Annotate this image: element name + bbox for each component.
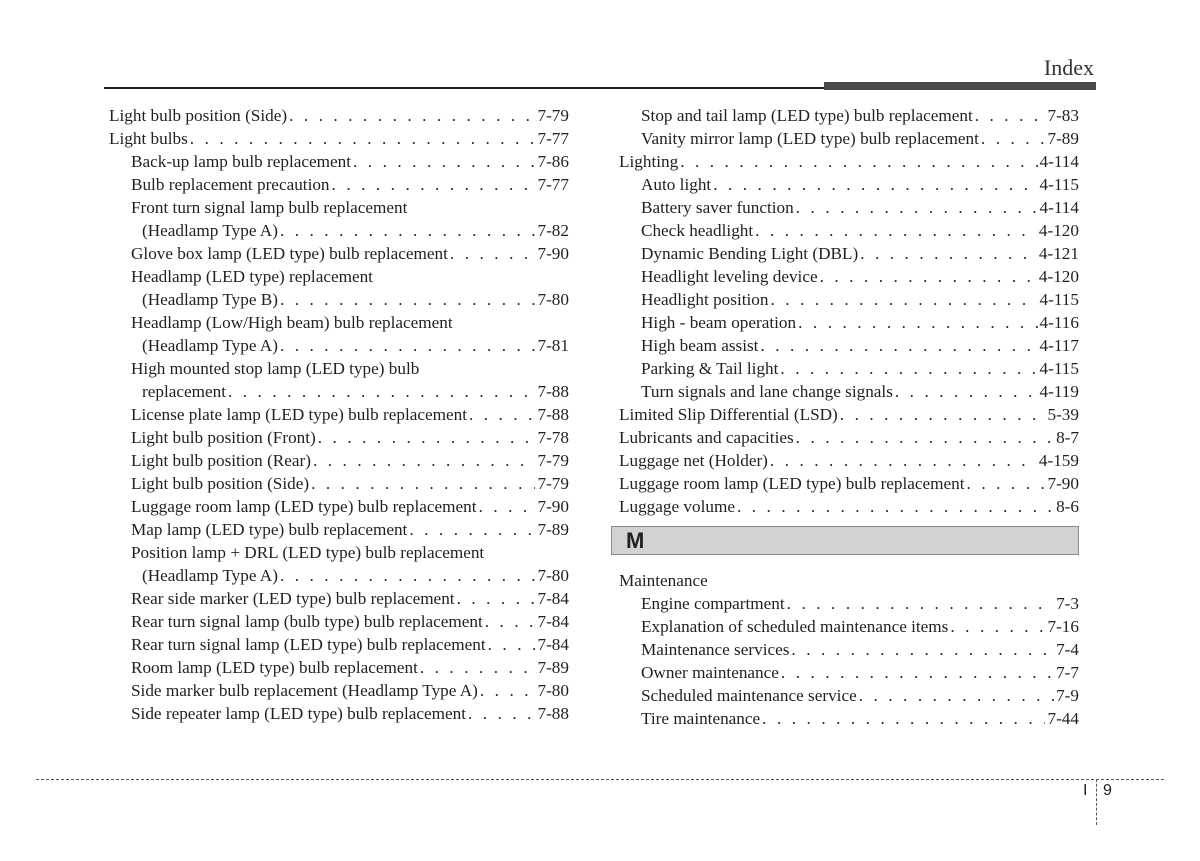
header-bar [824, 82, 1096, 90]
index-entry-text: Maintenance [619, 571, 708, 590]
index-entry-page: 7-89 [1047, 129, 1079, 148]
index-entry [619, 472, 1079, 495]
index-entry [619, 334, 1079, 357]
index-entry [109, 380, 569, 403]
index-entry-page: 7-86 [537, 152, 569, 171]
footer-page-number: 9 [1103, 782, 1112, 799]
index-entry-text: Headlamp (Low/High beam) bulb replacement [131, 313, 453, 332]
index-entry [619, 449, 1079, 472]
index-entry-text: Bulb replacement precaution [131, 175, 330, 194]
index-entry [109, 265, 569, 288]
index-entry-page: 7-44 [1047, 709, 1079, 728]
index-entry-page: 7-84 [537, 612, 569, 631]
index-entry [619, 311, 1079, 334]
index-entry [109, 472, 569, 495]
index-entry-text: Limited Slip Differential (LSD) [619, 405, 838, 424]
index-entry [619, 638, 1079, 661]
dot-leader [409, 518, 535, 541]
index-entry-text: Turn signals and lane change signals [641, 382, 893, 401]
dot-leader [468, 702, 535, 725]
dot-leader [975, 104, 1046, 127]
index-entry [619, 707, 1079, 730]
index-entry [109, 541, 569, 564]
page-header-title: Index [1043, 55, 1094, 80]
index-entry [619, 684, 1079, 707]
index-entry-text: Headlight position [641, 290, 769, 309]
index-entry-text: (Headlamp Type A) [142, 566, 278, 585]
index-entry-text: Front turn signal lamp bulb replacement [131, 198, 408, 217]
dot-leader [289, 104, 535, 127]
index-entry [109, 196, 569, 219]
index-entry [619, 242, 1079, 265]
index-entry [109, 656, 569, 679]
dot-leader [781, 661, 1054, 684]
index-entry-text: Luggage room lamp (LED type) bulb replacement [131, 497, 477, 516]
index-entry [619, 196, 1079, 219]
index-entry-text: Dynamic Bending Light (DBL) [641, 244, 859, 263]
index-entry [619, 288, 1079, 311]
index-entry-page: 4-117 [1039, 336, 1079, 355]
index-entry-page: 7-79 [537, 106, 569, 125]
dot-leader [313, 449, 536, 472]
index-entry [619, 219, 1079, 242]
index-entry [109, 127, 569, 150]
index-entry [619, 615, 1079, 638]
index-entry-text: High - beam operation [641, 313, 797, 332]
index-entry-text: Explanation of scheduled maintenance items [641, 617, 949, 636]
index-entry-text: Maintenance services [641, 640, 790, 659]
index-entry [109, 288, 569, 311]
index-entry-page: 8-6 [1056, 497, 1079, 516]
index-entry-text: (Headlamp Type A) [142, 336, 278, 355]
index-entry [619, 173, 1079, 196]
dot-leader [353, 150, 535, 173]
index-entry-text: High mounted stop lamp (LED type) bulb [131, 359, 420, 378]
index-entry-page: 7-3 [1056, 594, 1079, 613]
index-entry-text: License plate lamp (LED type) bulb replacement [131, 405, 467, 424]
dot-leader [820, 265, 1037, 288]
dot-leader [469, 403, 536, 426]
index-entry [619, 150, 1079, 173]
index-entry [109, 518, 569, 541]
index-entry-text: Tire maintenance [641, 709, 761, 728]
dot-leader [796, 426, 1054, 449]
index-entry-page: 4-116 [1039, 313, 1079, 332]
index-entry-page: 4-115 [1039, 359, 1079, 378]
index-entry-text: Rear turn signal lamp (LED type) bulb replacement [131, 635, 486, 654]
index-entry-page: 4-114 [1039, 198, 1079, 217]
index-entry-page: 4-121 [1038, 244, 1079, 263]
index-entry-page: 4-114 [1039, 152, 1079, 171]
dot-leader [311, 472, 535, 495]
dot-leader [780, 357, 1037, 380]
index-entry-text: Light bulbs [109, 129, 188, 148]
index-entry-page: 4-159 [1038, 451, 1079, 470]
index-entry-text: Lubricants and capacities [619, 428, 794, 447]
dot-leader [840, 403, 1046, 426]
dot-leader [760, 334, 1037, 357]
index-entry-text: replacement [142, 382, 226, 401]
index-entry-page: 7-90 [1047, 474, 1079, 493]
index-entry-page: 7-84 [537, 635, 569, 654]
index-entry-text: (Headlamp Type B) [142, 290, 278, 309]
index-entry [109, 150, 569, 173]
index-entry [109, 449, 569, 472]
index-entry-page: 7-78 [537, 428, 569, 447]
index-entry [109, 610, 569, 633]
dot-leader [420, 656, 536, 679]
index-entry [619, 104, 1079, 127]
index-entry-page: 7-83 [1047, 106, 1079, 125]
index-entry-page: 7-89 [537, 658, 569, 677]
index-entry-page: 7-77 [537, 175, 569, 194]
index-entry-text: Light bulb position (Front) [131, 428, 316, 447]
index-entry-page: 7-7 [1056, 663, 1079, 682]
dot-leader [967, 472, 1046, 495]
index-entry-text: Owner maintenance [641, 663, 779, 682]
index-entry [109, 587, 569, 610]
index-entry-text: Auto light [641, 175, 712, 194]
index-entry-text: Back-up lamp bulb replacement [131, 152, 352, 171]
index-entry-text: Rear turn signal lamp (bulb type) bulb replacement [131, 612, 483, 631]
index-entry [619, 380, 1079, 403]
index-entry-text: Check headlight [641, 221, 754, 240]
index-entry-page: 4-120 [1038, 221, 1079, 240]
dot-leader [762, 707, 1045, 730]
index-entry-text: Luggage net (Holder) [619, 451, 768, 470]
index-entry-text: Map lamp (LED type) bulb replacement [131, 520, 408, 539]
index-entry-text: Room lamp (LED type) bulb replacement [131, 658, 418, 677]
index-entry-page: 7-79 [537, 474, 569, 493]
index-entry [619, 426, 1079, 449]
index-entry-text: Headlight leveling device [641, 267, 818, 286]
index-entry-text: Position lamp + DRL (LED type) bulb replacement [131, 543, 485, 562]
index-group-m [619, 569, 1079, 730]
index-entry-text: Lighting [619, 152, 679, 171]
index-entry-page: 7-89 [537, 520, 569, 539]
section-letter: M [626, 528, 645, 553]
index-entry-page: 7-80 [537, 681, 569, 700]
index-entry [619, 403, 1079, 426]
dot-leader [228, 380, 536, 403]
dot-leader [755, 219, 1037, 242]
index-entry [109, 242, 569, 265]
index-entry-page: 7-16 [1047, 617, 1079, 636]
index-entry-text: Engine compartment [641, 594, 785, 613]
index-entry-page: 7-77 [537, 129, 569, 148]
index-entry-text: Luggage volume [619, 497, 735, 516]
index-entry [109, 311, 569, 334]
dot-leader [798, 311, 1037, 334]
index-entry [109, 173, 569, 196]
dot-leader [280, 219, 536, 242]
dot-leader [457, 587, 536, 610]
index-entry-text: Vanity mirror lamp (LED type) bulb replacement [641, 129, 979, 148]
dot-leader [791, 638, 1054, 661]
dot-leader [770, 288, 1037, 311]
dot-leader [450, 242, 536, 265]
index-entry [109, 426, 569, 449]
dot-leader [787, 592, 1054, 615]
dot-leader [280, 334, 536, 357]
index-entry-text: Rear side marker (LED type) bulb replacement [131, 589, 455, 608]
dot-leader [895, 380, 1038, 403]
index-entry-text: Light bulb position (Side) [109, 106, 288, 125]
dot-leader [770, 449, 1037, 472]
index-entry [109, 334, 569, 357]
index-entry-text: Stop and tail lamp (LED type) bulb replacement [641, 106, 973, 125]
footer-rule [36, 779, 1164, 780]
index-entry [109, 104, 569, 127]
index-entry-text: Side marker bulb replacement (Headlamp Type A) [131, 681, 478, 700]
index-entry [109, 633, 569, 656]
index-entry-text: Parking & Tail light [641, 359, 779, 378]
index-entry [109, 564, 569, 587]
index-entry [109, 495, 569, 518]
index-entry-text: Scheduled maintenance service [641, 686, 857, 705]
index-entry-page: 7-9 [1056, 686, 1079, 705]
index-entry-page: 8-7 [1056, 428, 1079, 447]
dot-leader [485, 610, 536, 633]
index-entry [619, 127, 1079, 150]
index-entry-page: 7-80 [537, 566, 569, 585]
index-group-l [619, 104, 1079, 518]
dot-leader [280, 564, 536, 587]
index-entry [619, 661, 1079, 684]
index-column-right [619, 104, 1079, 730]
index-entry [619, 265, 1079, 288]
index-entry-page: 5-39 [1047, 405, 1079, 424]
index-entry-text: Side repeater lamp (LED type) bulb replacement [131, 704, 467, 723]
index-entry-page: 7-4 [1056, 640, 1079, 659]
dot-leader [480, 679, 536, 702]
index-entry-text: Headlamp (LED type) replacement [131, 267, 373, 286]
index-entry-text: Light bulb position (Side) [131, 474, 310, 493]
footer-divider [1096, 779, 1097, 825]
index-entry [109, 403, 569, 426]
dot-leader [950, 615, 1045, 638]
index-entry-page: 4-119 [1039, 382, 1079, 401]
index-entry-text: (Headlamp Type A) [142, 221, 278, 240]
index-entry-text: Light bulb position (Rear) [131, 451, 311, 470]
index-entry [109, 702, 569, 725]
dot-leader [860, 242, 1037, 265]
index-entry-text: High beam assist [641, 336, 759, 355]
index-entry-page: 7-90 [537, 497, 569, 516]
dot-leader [796, 196, 1038, 219]
index-entry [109, 679, 569, 702]
index-entry [619, 357, 1079, 380]
dot-leader [190, 127, 536, 150]
index-entry-page: 7-88 [537, 405, 569, 424]
index-entry [109, 357, 569, 380]
dot-leader [318, 426, 536, 449]
dot-leader [488, 633, 536, 656]
index-column-left [109, 104, 569, 725]
index-entry-page: 7-90 [537, 244, 569, 263]
index-entry-text: Glove box lamp (LED type) bulb replacement [131, 244, 448, 263]
dot-leader [479, 495, 536, 518]
index-entry [619, 495, 1079, 518]
index-entry [109, 219, 569, 242]
index-entry-text: Battery saver function [641, 198, 794, 217]
dot-leader [713, 173, 1037, 196]
dot-leader [859, 684, 1054, 707]
index-entry-page: 7-79 [537, 451, 569, 470]
index-entry-page: 7-81 [537, 336, 569, 355]
section-header-m [611, 526, 1079, 555]
index-entry-page: 4-115 [1039, 175, 1079, 194]
index-entry-page: 7-82 [537, 221, 569, 240]
index-entry-page: 7-84 [537, 589, 569, 608]
index-entry-page: 4-120 [1038, 267, 1079, 286]
dot-leader [737, 495, 1054, 518]
index-entry-text: Luggage room lamp (LED type) bulb replacement [619, 474, 965, 493]
index-entry-page: 7-88 [537, 382, 569, 401]
header-rule [104, 87, 824, 89]
index-entry-page: 7-80 [537, 290, 569, 309]
index-entry-page: 4-115 [1039, 290, 1079, 309]
dot-leader [680, 150, 1037, 173]
dot-leader [981, 127, 1046, 150]
dot-leader [280, 288, 536, 311]
footer-section-label: I [1083, 782, 1088, 799]
index-entry-page: 7-88 [537, 704, 569, 723]
dot-leader [332, 173, 536, 196]
index-entry [619, 569, 1079, 592]
index-entry [619, 592, 1079, 615]
